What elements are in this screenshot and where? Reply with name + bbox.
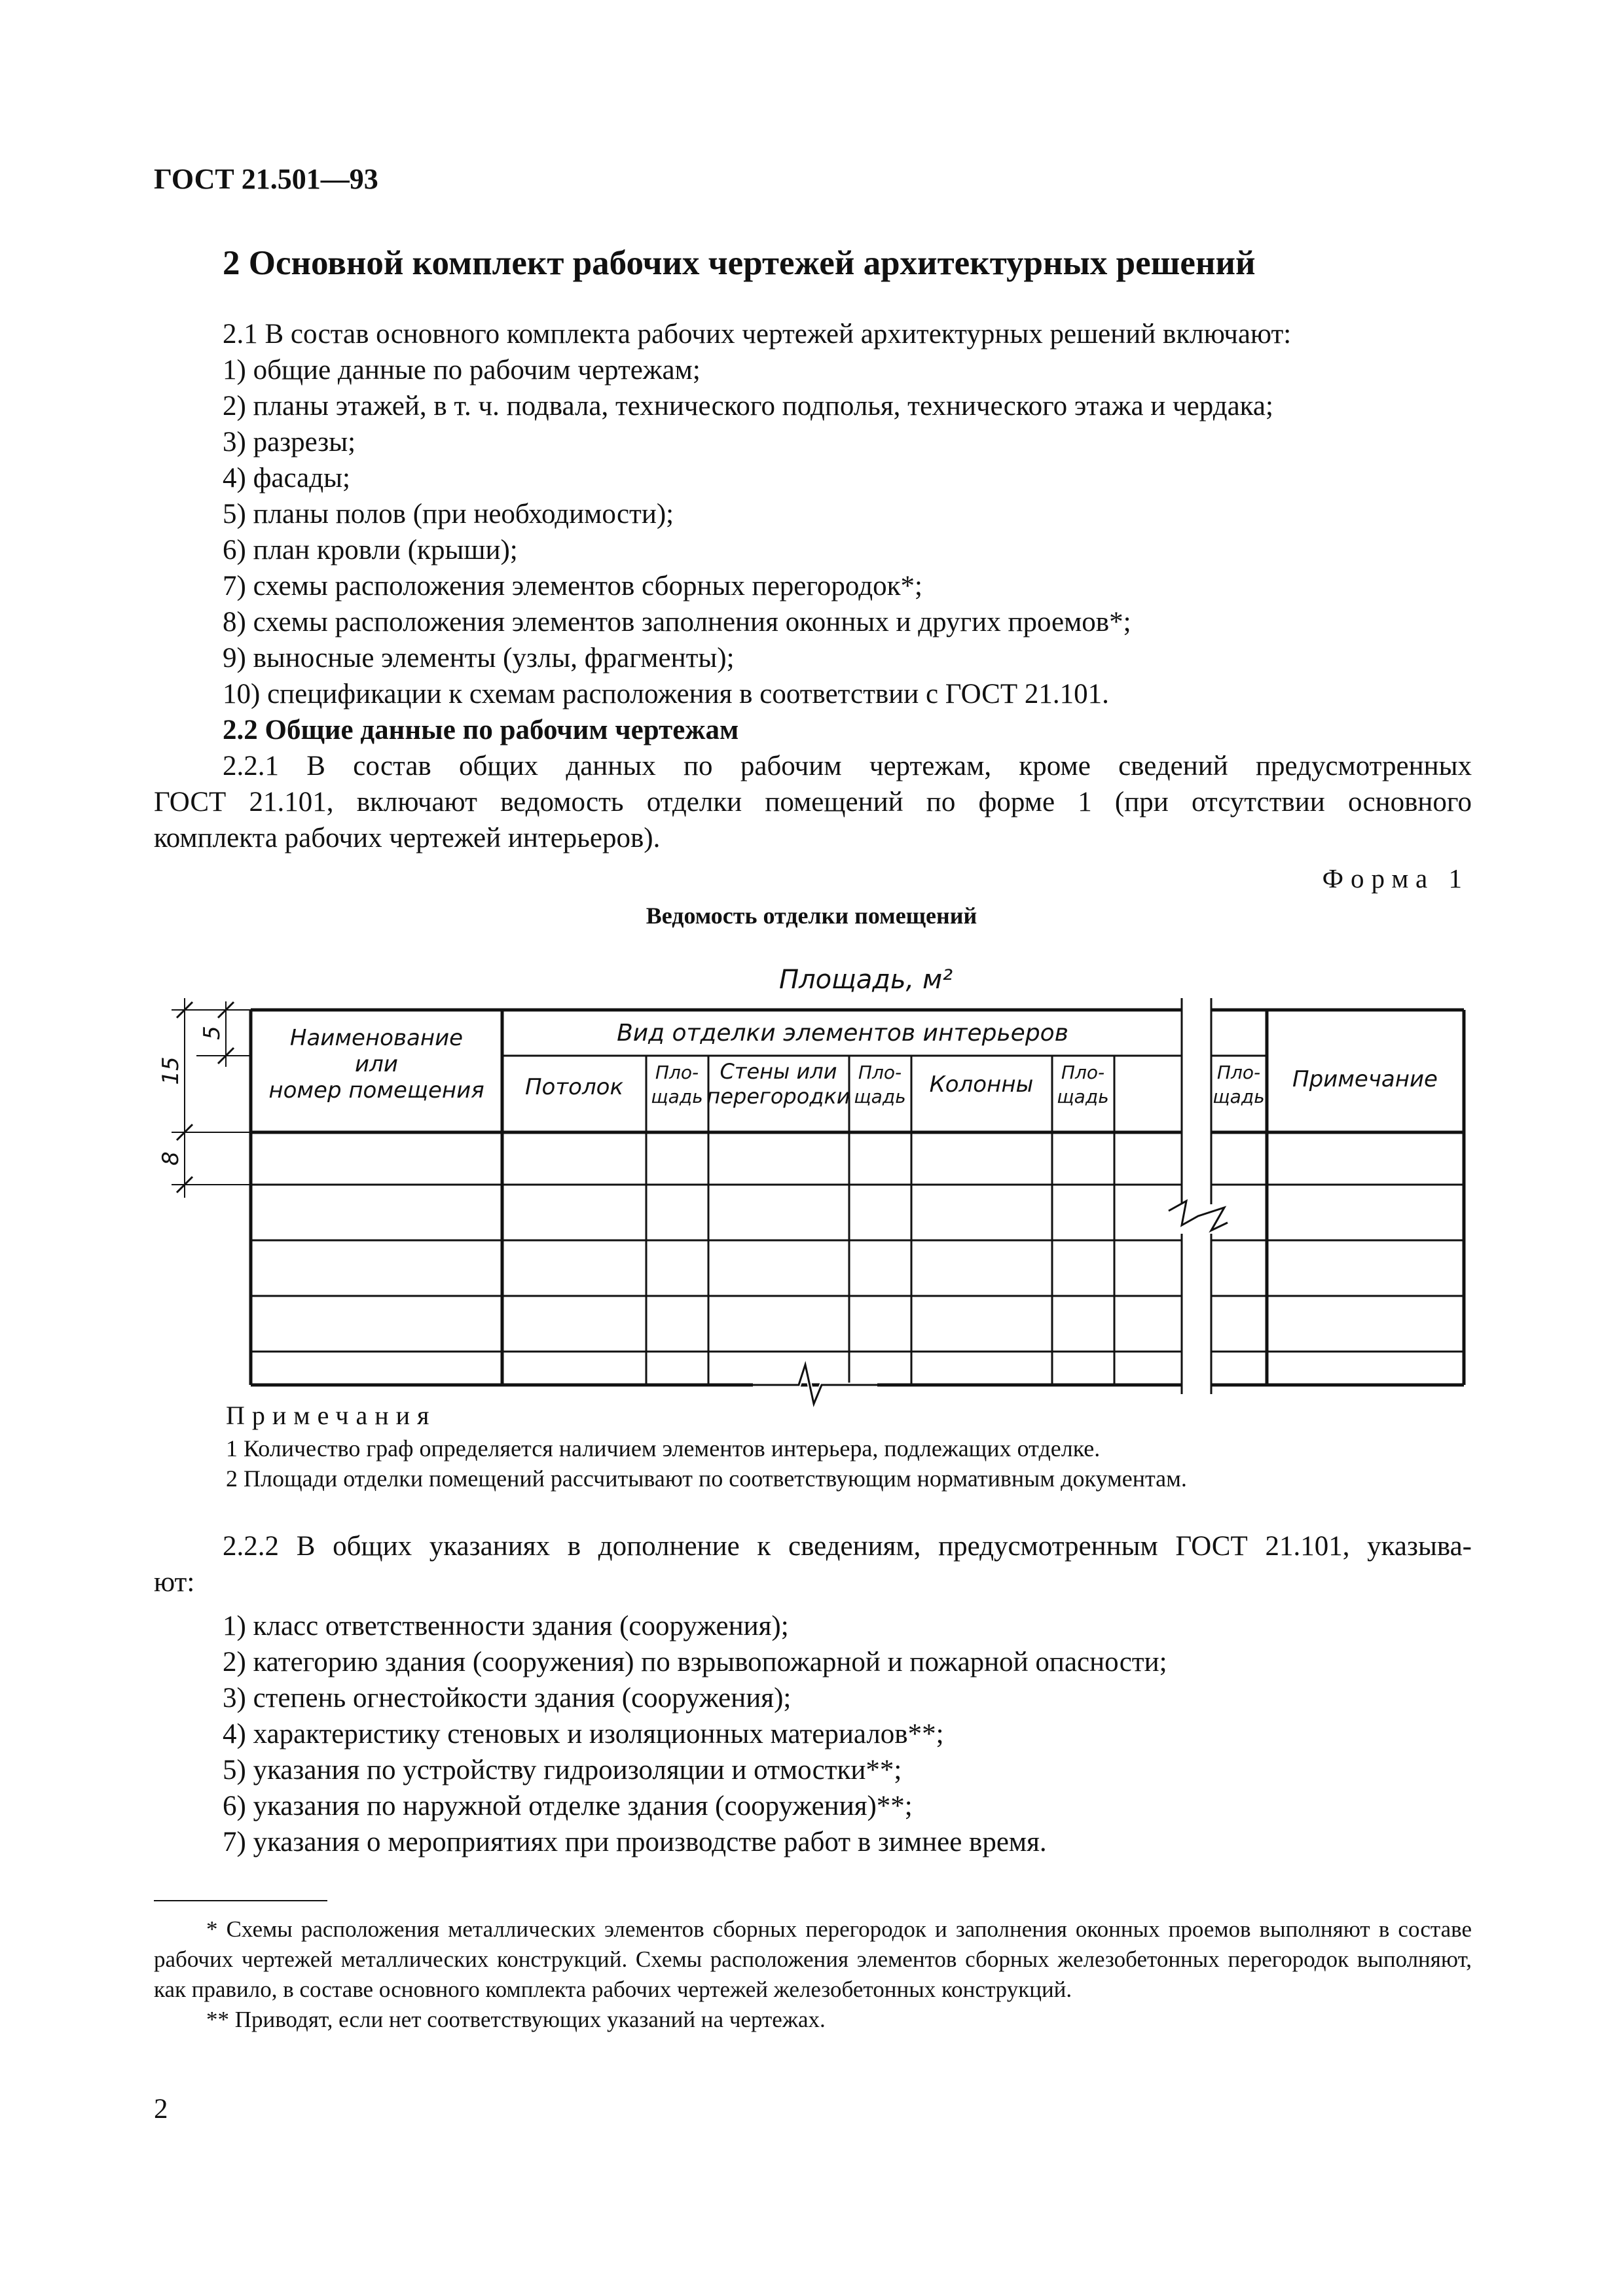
clause-2-2-2-line: 2.2.2 В общих указаниях в дополнение к сведениям, предусмотренным ГОСТ 21.101, указыва- <box>223 1531 1472 1562</box>
list-item: 4) характеристику стеновых и изоляционных материалов**; <box>223 1719 944 1749</box>
list-item: 7) указания о мероприятиях при производстве работ в зимнее время. <box>223 1827 1047 1857</box>
col-walls-header: перегородки <box>706 1084 850 1109</box>
footnote: ** Приводят, если нет соответствующих указаний на чертежах. <box>206 2007 826 2032</box>
list-item: 3) степень огнестойкости здания (сооружения); <box>223 1683 792 1713</box>
list-item: 10) спецификации к схемам расположения в соответствии с ГОСТ 21.101. <box>223 679 1109 709</box>
footnotes <box>154 1914 1472 2035</box>
list-item: 6) указания по наружной отделке здания (сооружения)**; <box>223 1791 913 1821</box>
col-area-header: щадь <box>1057 1086 1109 1107</box>
col-ceiling-header: Потолок <box>524 1074 624 1100</box>
page-number: 2 <box>154 2094 168 2125</box>
list-item: 3) разрезы; <box>223 427 356 457</box>
list-item: 2) планы этажей, в т. ч. подвала, технического подполья, технического этажа и чердака; <box>223 391 1273 422</box>
col-area-header: щадь <box>651 1086 703 1107</box>
form-label: Форма 1 <box>1322 863 1469 893</box>
dim-label-8: 8 <box>158 1151 184 1166</box>
clause-2-1-intro: 2.1 В состав основного комплекта рабочих чертежей архитектурных решений включают: <box>223 319 1292 350</box>
document-number: ГОСТ 21.501—93 <box>154 163 378 195</box>
list-item: 5) указания по устройству гидроизоляции и отмостки**; <box>223 1755 902 1785</box>
clause-2-2-1-line: комплекта рабочих чертежей интерьеров). <box>154 823 661 853</box>
col-area-header: Пло- <box>1216 1062 1261 1083</box>
list-item: 4) фасады; <box>223 463 350 493</box>
subsection-title: 2.2 Общие данные по рабочим чертежам <box>223 715 739 745</box>
clause-2-2-1-line: ГОСТ 21.101, включают ведомость отделки помещений по форме 1 (при отсутствии основного <box>154 787 1472 817</box>
dim-label-5: 5 <box>199 1026 225 1040</box>
col-name-header: или <box>355 1051 398 1077</box>
col-group-header: Вид отделки элементов интерьеров <box>617 1020 1068 1047</box>
note-item: 2 Площади отделки помещений рассчитывают по соответствующим нормативным документам. <box>226 1465 1187 1492</box>
notes-title: Примечания <box>226 1401 437 1430</box>
form-notes <box>226 1401 1187 1494</box>
clause-2-2-1-line: 2.2.1 В состав общих данных по рабочим чертежам, кроме сведений предусмотренных <box>223 751 1472 781</box>
list-item: 1) класс ответственности здания (сооружения); <box>223 1611 789 1641</box>
area-caption: Площадь, м² <box>779 965 953 995</box>
dim-label-15: 15 <box>158 1056 184 1085</box>
list-item: 7) схемы расположения элементов сборных перегородок*; <box>223 571 922 601</box>
col-area-header: Пло- <box>1061 1062 1105 1083</box>
col-name-header: Наименование <box>289 1025 464 1051</box>
col-area-header: Пло- <box>858 1062 902 1083</box>
clause-2-2-2 <box>154 1528 1472 1860</box>
form-title: Ведомость отделки помещений <box>646 903 977 929</box>
col-name-header: номер помещения <box>268 1077 484 1103</box>
col-area-header: щадь <box>854 1086 906 1107</box>
footnote: * Схемы расположения металлических элементов сборных перегородок и заполнения оконных проемов выполняют в составе рабочих чертежей металлических конструкций. Схемы расположения элементов сборных железобетонных перегородок выполняют, как правило, в составе основного комплекта рабочих чертежей железобетонных конструкций. <box>154 1916 1472 2002</box>
list-item: 9) выносные элементы (узлы, фрагменты); <box>223 643 735 673</box>
list-item: 5) планы полов (при необходимости); <box>223 499 674 529</box>
col-notes-header: Примечание <box>1292 1066 1438 1092</box>
col-columns-header: Колонны <box>929 1071 1034 1098</box>
section-title: 2 Основной комплект рабочих чертежей архитектурных решений <box>223 244 1256 282</box>
list-item: 2) категорию здания (сооружения) по взрывопожарной и пожарной опасности; <box>223 1647 1167 1677</box>
clause-2-2-2-line: ют: <box>154 1567 195 1598</box>
footnote-separator <box>154 1900 327 1901</box>
list-item: 6) план кровли (крыши); <box>223 535 518 565</box>
col-area-header: Пло- <box>655 1062 699 1083</box>
list-item: 1) общие данные по рабочим чертежам; <box>223 355 701 386</box>
col-area-header: щадь <box>1213 1086 1265 1107</box>
note-item: 1 Количество граф определяется наличием элементов интерьера, подлежащих отделке. <box>226 1435 1101 1462</box>
col-walls-header: Стены или <box>720 1059 837 1084</box>
list-item: 8) схемы расположения элементов заполнения оконных и других проемов*; <box>223 607 1131 637</box>
